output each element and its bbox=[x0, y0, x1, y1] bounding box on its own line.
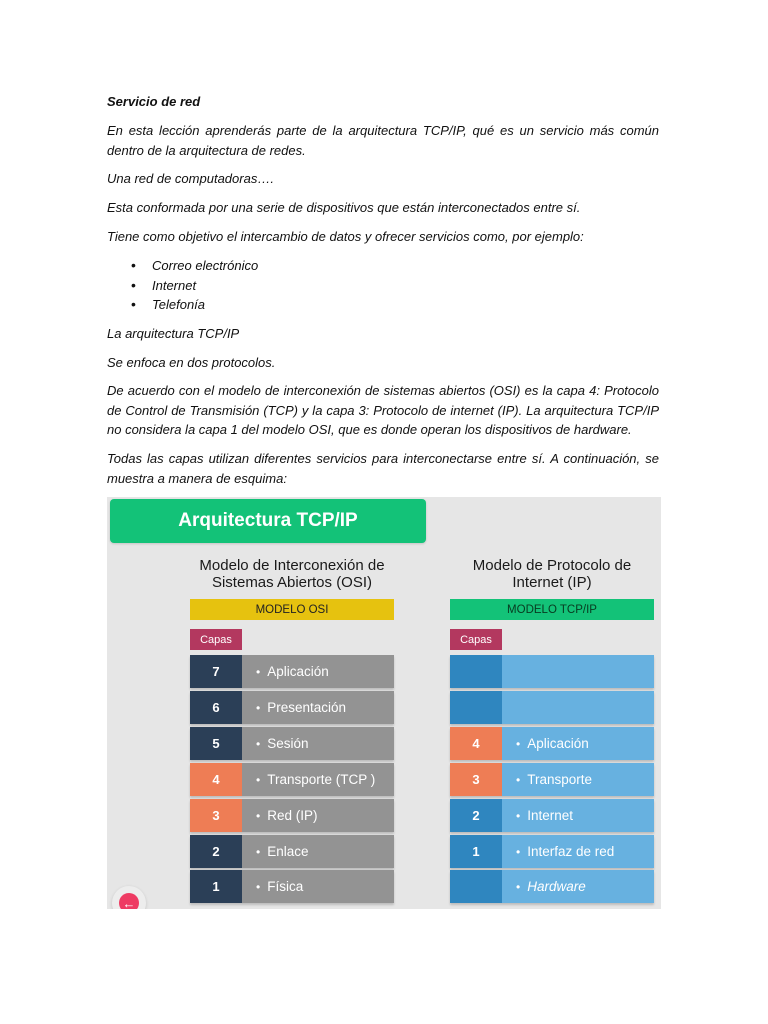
osi-layer-row bbox=[190, 870, 394, 903]
osi-layer-row bbox=[190, 727, 394, 760]
osi-layer-label: Transporte (TCP ) bbox=[267, 772, 376, 787]
services-list bbox=[107, 256, 659, 315]
osi-layer-number: 2 bbox=[190, 835, 242, 868]
tcp-layer-number: 4 bbox=[450, 727, 502, 760]
list-item: • Telefonía bbox=[107, 295, 659, 315]
osi-layer-row bbox=[190, 763, 394, 796]
tcp-capas-label: Capas bbox=[450, 629, 502, 650]
bullet-glyph: • bbox=[256, 772, 261, 787]
osi-layer-label: Aplicación bbox=[267, 664, 329, 679]
bullet-glyph: • bbox=[256, 700, 261, 715]
osi-layer-label: Enlace bbox=[267, 844, 309, 859]
osi-layer-label-cell bbox=[242, 691, 394, 724]
osi-layer-label: Física bbox=[267, 879, 304, 894]
tcp-heading bbox=[450, 557, 654, 591]
tcp-layer-label bbox=[502, 691, 654, 724]
tcp-layer-label bbox=[502, 655, 654, 688]
osi-layer-label: Red (IP) bbox=[267, 808, 318, 823]
tcp-heading-line2: Internet (IP) bbox=[512, 574, 592, 591]
back-button[interactable] bbox=[112, 886, 146, 909]
list-item: • Internet bbox=[107, 276, 659, 296]
osi-heading-line2: Sistemas Abiertos (OSI) bbox=[211, 574, 373, 591]
bullet-glyph: • bbox=[516, 879, 521, 894]
tcp-layer-row bbox=[450, 763, 654, 796]
bullet-glyph: • bbox=[256, 664, 261, 679]
osi-layer-label-cell bbox=[242, 835, 394, 868]
diagram-banner: Arquitectura TCP/IP bbox=[110, 499, 426, 543]
osi-layer-number: 7 bbox=[190, 655, 242, 688]
osi-layer-row bbox=[190, 655, 394, 688]
osi-heading bbox=[190, 557, 394, 591]
bullet-glyph: • bbox=[256, 879, 261, 894]
paragraph-capas: Todas las capas utilizan diferentes servicios para interconectarse entre sí. A continuación, se muestra a manera de esquima: bbox=[107, 451, 659, 486]
paragraph-osi: De acuerdo con el modelo de interconexión de sistemas abiertos (OSI) es la capa 4: Protocolo de Control de Transmisión (TCP) y la capa 3: Protocolo de internet (IP). La arquitectura TCP/IP no considera la capa 1 del modelo OSI, que es donde operan los dispositivos de hardware. bbox=[107, 383, 659, 437]
osi-layer-label: Sesión bbox=[267, 736, 309, 751]
document-title: Servicio de red bbox=[107, 94, 201, 109]
osi-layer-number: 1 bbox=[190, 870, 242, 903]
tcp-layer-number: 3 bbox=[450, 763, 502, 796]
tcp-layer-row bbox=[450, 870, 654, 903]
tcp-layer-number: 2 bbox=[450, 799, 502, 832]
osi-layer-label-cell bbox=[242, 870, 394, 903]
tcp-layer-label-cell bbox=[502, 763, 654, 796]
arrow-left-icon: ← bbox=[119, 893, 139, 909]
bullet-glyph: • bbox=[516, 736, 521, 751]
bullet-glyph: • bbox=[516, 808, 521, 823]
tcp-layer-number bbox=[450, 655, 502, 688]
bullet-glyph: • bbox=[256, 808, 261, 823]
paragraph-protocolos: Se enfoca en dos protocolos. bbox=[107, 355, 276, 370]
osi-layer-label-cell bbox=[242, 727, 394, 760]
tcp-layer-label: Hardware bbox=[527, 879, 586, 894]
tcp-layer-row-empty bbox=[450, 691, 654, 724]
tcp-heading-line1: Modelo de Protocolo de bbox=[472, 557, 632, 574]
tcp-layer-label: Internet bbox=[527, 808, 573, 823]
tcp-layer-label-cell bbox=[502, 870, 654, 903]
osi-capas-label: Capas bbox=[190, 629, 242, 650]
tcp-layer-number: 1 bbox=[450, 835, 502, 868]
tcp-layer-row bbox=[450, 727, 654, 760]
paragraph-intro: En esta lección aprenderás parte de la arquitectura TCP/IP, qué es un servicio más común dentro de la arquitectura de redes. bbox=[107, 123, 659, 158]
osi-layer-number: 6 bbox=[190, 691, 242, 724]
osi-heading-line1: Modelo de Interconexión de bbox=[199, 557, 385, 574]
osi-layer-row bbox=[190, 691, 394, 724]
paragraph-red: Una red de computadoras…. bbox=[107, 171, 274, 186]
tcp-layer-row-empty bbox=[450, 655, 654, 688]
osi-layer-number: 4 bbox=[190, 763, 242, 796]
osi-layer-label-cell bbox=[242, 655, 394, 688]
tcpip-diagram bbox=[107, 497, 661, 909]
tcp-layer-label-cell bbox=[502, 835, 654, 868]
tcp-layer-number bbox=[450, 691, 502, 724]
bullet-glyph: • bbox=[256, 736, 261, 751]
osi-layer-label: Presentación bbox=[267, 700, 347, 715]
tcp-layer-label: Transporte bbox=[527, 772, 592, 787]
bullet-glyph: • bbox=[256, 844, 261, 859]
tcp-layer-label-cell bbox=[502, 727, 654, 760]
osi-model-tag: MODELO OSI bbox=[190, 599, 394, 620]
tcp-layer-row bbox=[450, 835, 654, 868]
osi-layer-label-cell bbox=[242, 763, 394, 796]
tcp-layer-label: Aplicación bbox=[527, 736, 589, 751]
osi-layer-label-cell bbox=[242, 799, 394, 832]
paragraph-objetivo: Tiene como objetivo el intercambio de datos y ofrecer servicios como, por ejemplo: bbox=[107, 229, 584, 244]
paragraph-conformada: Esta conformada por una serie de dispositivos que están interconectados entre sí. bbox=[107, 200, 581, 215]
osi-layer-row bbox=[190, 835, 394, 868]
tcp-layer-label: Interfaz de red bbox=[527, 844, 615, 859]
paragraph-arquitectura: La arquitectura TCP/IP bbox=[107, 326, 240, 341]
tcp-layer-row bbox=[450, 799, 654, 832]
bullet-glyph: • bbox=[516, 772, 521, 787]
tcp-layer-label-cell bbox=[502, 799, 654, 832]
osi-layer-number: 3 bbox=[190, 799, 242, 832]
osi-layer-number: 5 bbox=[190, 727, 242, 760]
tcp-layer-number bbox=[450, 870, 502, 903]
list-item: • Correo electrónico bbox=[107, 256, 659, 276]
tcp-model-tag: MODELO TCP/IP bbox=[450, 599, 654, 620]
bullet-glyph: • bbox=[516, 844, 521, 859]
osi-layer-row bbox=[190, 799, 394, 832]
